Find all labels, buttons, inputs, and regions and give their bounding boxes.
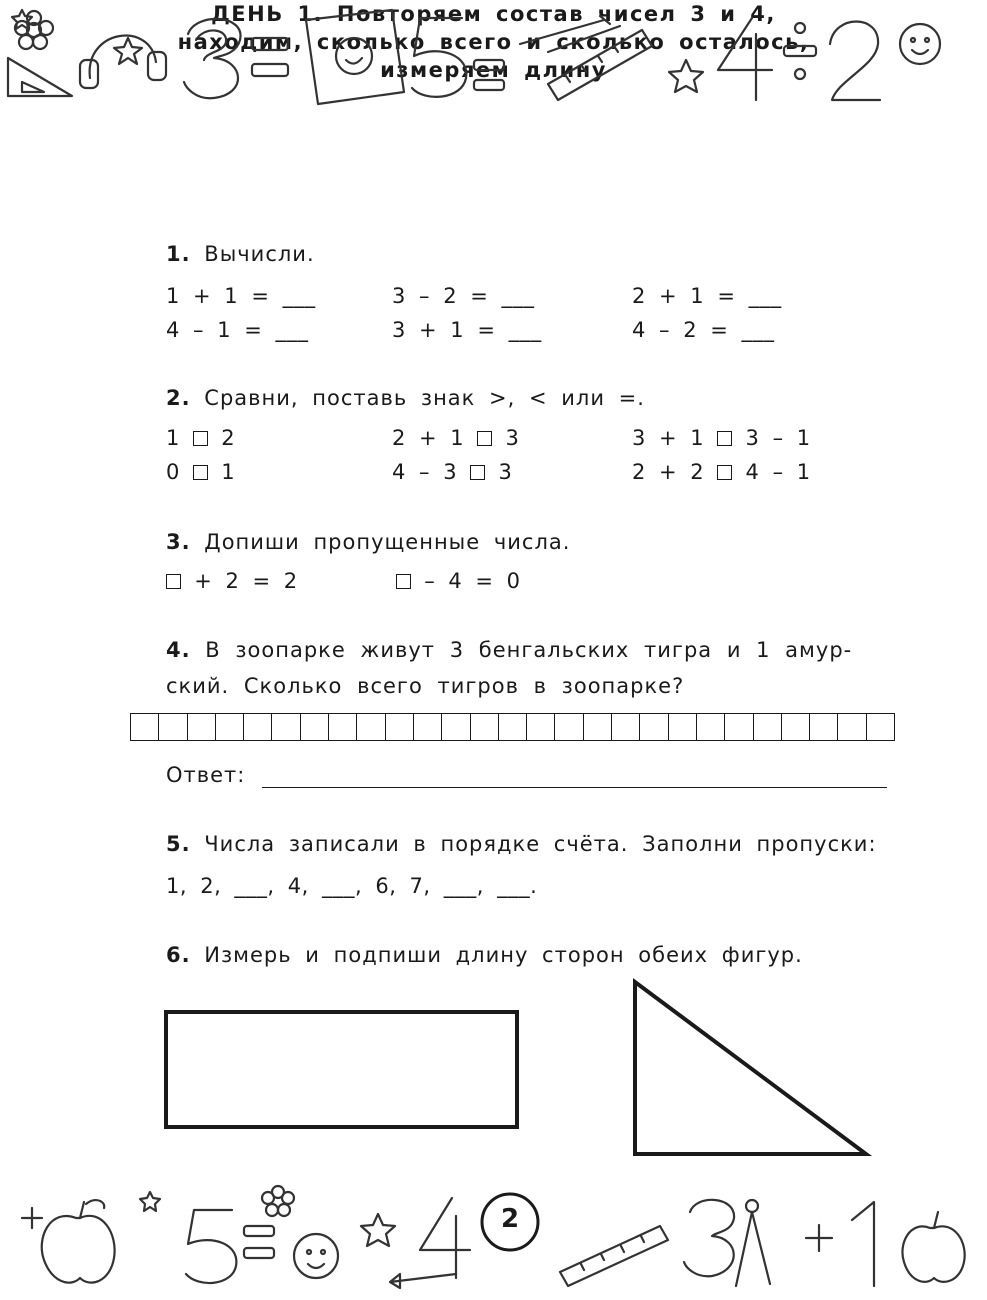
task-number: 2. <box>166 386 191 410</box>
page-number: 2 <box>500 1204 520 1234</box>
solution-grid[interactable] <box>130 713 895 741</box>
task-text: Вычисли. <box>204 242 315 266</box>
digit-four-outline-icon <box>718 18 772 100</box>
task-6-heading <box>166 943 803 967</box>
comparison-item <box>632 460 811 484</box>
missing-number-expression: – 4 = 0 <box>424 569 521 593</box>
comparison-left: 1 <box>166 426 180 450</box>
answer-box[interactable] <box>193 465 208 480</box>
apple-icon <box>902 1212 964 1282</box>
comparison-right: 3 <box>505 426 520 450</box>
grid-cell[interactable] <box>159 713 187 741</box>
grid-cell[interactable] <box>612 713 640 741</box>
plus-sign-icon <box>806 1225 832 1251</box>
comparison-left: 4 – 3 <box>392 460 458 484</box>
plus-sign-icon <box>22 1208 42 1228</box>
digit-three-outline-icon <box>184 19 240 98</box>
header-doodle-border <box>0 0 987 112</box>
grid-cell[interactable] <box>697 713 725 741</box>
task-1-expression: 4 – 1 = ___ <box>166 318 309 342</box>
title-line-2: находим, сколько всего и сколько осталось, <box>177 30 810 54</box>
missing-number-expression: + 2 = 2 <box>194 569 298 593</box>
division-sign-icon <box>784 23 816 79</box>
grid-cell[interactable] <box>810 713 838 741</box>
grid-cell[interactable] <box>216 713 244 741</box>
task-5-heading <box>166 832 877 856</box>
smiley-face-icon <box>900 24 940 64</box>
comparison-left: 2 + 1 <box>392 426 465 450</box>
task-text: Измерь и подпиши длину сторон обеих фигур. <box>204 943 803 967</box>
task-number: 4. <box>166 638 191 662</box>
comparison-left: 0 <box>166 460 180 484</box>
grid-cell[interactable] <box>499 713 527 741</box>
grid-cell[interactable] <box>782 713 810 741</box>
number-sequence: 1, 2, ___, 4, ___, 6, 7, ___, ___. <box>166 874 538 898</box>
missing-number-item <box>396 569 521 593</box>
grid-cell[interactable] <box>867 713 895 741</box>
task-1-expression: 3 + 1 = ___ <box>392 318 542 342</box>
comparison-item <box>166 426 235 450</box>
task-number: 3. <box>166 530 191 554</box>
task-1-expression: 1 + 1 = ___ <box>166 284 316 308</box>
grid-cell[interactable] <box>527 713 555 741</box>
compass-icon <box>736 1200 770 1286</box>
set-square-icon <box>8 58 72 96</box>
comparison-right: 3 <box>498 460 513 484</box>
digit-three-outline-icon <box>684 1200 734 1276</box>
comparison-right: 2 <box>221 426 236 450</box>
star-icon <box>669 60 703 92</box>
comparison-right: 4 – 1 <box>745 460 811 484</box>
ruler-icon <box>548 30 652 100</box>
comparison-left: 3 + 1 <box>632 426 705 450</box>
task-text: Сравни, поставь знак >, < или =. <box>204 386 645 410</box>
star-icon <box>114 38 142 64</box>
missing-number-item <box>166 569 298 593</box>
task-number: 6. <box>166 943 191 967</box>
grid-cell[interactable] <box>131 713 159 741</box>
smiley-face-icon <box>294 1234 338 1278</box>
task-1-expression: 4 – 2 = ___ <box>632 318 775 342</box>
star-icon <box>361 1214 395 1246</box>
grid-cell[interactable] <box>386 713 414 741</box>
answer-box[interactable] <box>717 465 732 480</box>
compass-icon <box>520 16 620 52</box>
digit-one-outline-icon <box>852 1202 874 1286</box>
comparison-right: 3 – 1 <box>745 426 811 450</box>
title-line-3: измеряем длину <box>380 58 607 82</box>
grid-cell[interactable] <box>301 713 329 741</box>
flower-icon <box>15 11 53 49</box>
task-1-expression: 3 – 2 = ___ <box>392 284 535 308</box>
grid-cell[interactable] <box>838 713 866 741</box>
grid-cell[interactable] <box>669 713 697 741</box>
grid-cell[interactable] <box>584 713 612 741</box>
answer-box[interactable] <box>470 465 485 480</box>
task-1-expression: 2 + 1 = ___ <box>632 284 782 308</box>
grid-cell[interactable] <box>357 713 385 741</box>
answer-box[interactable] <box>193 431 208 446</box>
flower-icon <box>262 1186 294 1216</box>
task-3-heading <box>166 530 570 554</box>
comparison-left: 2 + 2 <box>632 460 705 484</box>
grid-cell[interactable] <box>555 713 583 741</box>
comparison-item <box>392 426 519 450</box>
minus-sign-icon <box>252 38 288 76</box>
grid-cell[interactable] <box>640 713 668 741</box>
title-line-1: ДЕНЬ 1. Повторяем состав чисел 3 и 4, <box>211 2 776 26</box>
answer-box[interactable] <box>477 431 492 446</box>
measure-figures <box>0 970 987 1170</box>
grid-cell[interactable] <box>329 713 357 741</box>
rectangle-figure <box>166 1012 517 1127</box>
comparison-item <box>166 460 235 484</box>
comparison-item <box>392 460 512 484</box>
task-number: 5. <box>166 832 191 856</box>
grid-cell[interactable] <box>725 713 753 741</box>
grid-cell[interactable] <box>442 713 470 741</box>
banknote-icon <box>306 10 404 104</box>
grid-cell[interactable] <box>244 713 272 741</box>
task-4-text <box>166 632 852 704</box>
triangle-figure <box>635 982 866 1154</box>
task-text: Допиши пропущенные числа. <box>204 530 571 554</box>
digit-two-outline-icon <box>830 22 880 101</box>
footer-doodle-border <box>0 1178 987 1300</box>
apple-icon <box>42 1200 115 1283</box>
answer-box[interactable] <box>166 574 181 589</box>
grid-cell[interactable] <box>414 713 442 741</box>
answer-line[interactable] <box>262 787 887 788</box>
answer-box[interactable] <box>717 431 732 446</box>
star-icon <box>140 1192 160 1211</box>
grid-cell[interactable] <box>272 713 300 741</box>
grid-cell[interactable] <box>471 713 499 741</box>
pencil-icon <box>390 1274 456 1288</box>
task-2-heading <box>166 386 645 410</box>
grid-cell[interactable] <box>754 713 782 741</box>
task-1-heading <box>166 242 315 266</box>
digit-five-outline-icon <box>186 1210 236 1283</box>
answer-label: Ответ: <box>166 763 246 787</box>
equals-sign-icon <box>474 60 504 90</box>
task-4-line-2: ский. Сколько всего тигров в зоопарке? <box>166 674 685 698</box>
task-text: Числа записали в порядке счёта. Заполни пропуски: <box>204 832 877 856</box>
task-number: 1. <box>166 242 191 266</box>
task-4-line-1: В зоопарке живут 3 бенгальских тигра и 1 амур- <box>205 638 853 662</box>
digit-five-outline-icon <box>412 18 466 97</box>
answer-box[interactable] <box>396 574 411 589</box>
ruler-icon <box>560 1226 668 1286</box>
comparison-right: 1 <box>221 460 236 484</box>
comparison-item <box>632 426 811 450</box>
grid-cell[interactable] <box>188 713 216 741</box>
digit-four-outline-icon <box>420 1198 470 1278</box>
equals-sign-icon <box>244 1226 274 1258</box>
